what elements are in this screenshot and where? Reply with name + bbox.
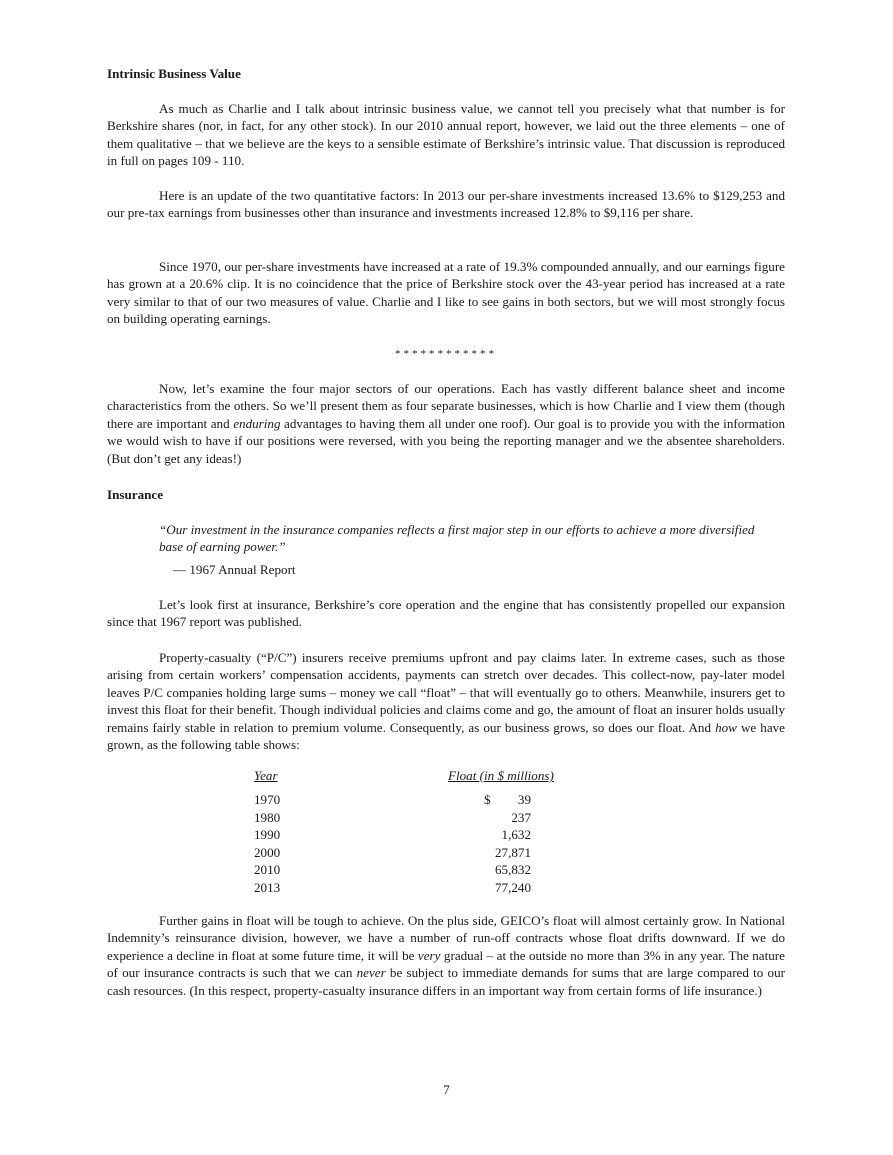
- intrinsic-value-heading: Intrinsic Business Value: [107, 66, 241, 81]
- paragraph-float-explanation: [107, 649, 785, 753]
- table-cell-year: 1980: [254, 809, 281, 825]
- page-number: 7: [443, 1082, 450, 1097]
- quote-attribution: — 1967 Annual Report: [173, 562, 296, 577]
- paragraph-intrinsic-3: Since 1970, our per-share investments have increased at a rate of 19.3% compounded annually, and our earnings figure has grown at a 20.6% clip. It is no coincidence that the price of Berkshire stock over the 43-year period has increased at a rate very similar to that of our two measures of value. Charlie and I like to see gains in both sectors, but we will most strongly focus on building operating earnings.: [107, 259, 785, 327]
- table-cell-year: 2013: [254, 879, 281, 895]
- table-row: [254, 879, 574, 897]
- paragraph-sectors: [107, 380, 785, 467]
- table-cell-float: 27,871: [494, 844, 531, 860]
- section-divider-stars: ************: [395, 348, 497, 360]
- table-row: [254, 844, 574, 862]
- table-cell-float: 77,240: [494, 879, 531, 895]
- insurance-heading: Insurance: [107, 487, 164, 502]
- outlook-text-c: be subject to immediate demands for sums that are large compared to our cash resources. (In this respect, property-casualty insurance differs in an important way from certain forms of life insurance.): [107, 965, 785, 998]
- sectors-text-emphasis: enduring: [233, 415, 281, 431]
- table-cell-year: 2000: [254, 844, 281, 860]
- paragraph-float-outlook: [107, 912, 785, 999]
- outlook-emphasis-never: never: [356, 965, 386, 981]
- insurance-quote: “Our investment in the insurance companies reflects a first major step in our efforts to achieve a more diversified base of earning power.”: [159, 522, 755, 555]
- table-cell-float: 39: [517, 792, 531, 807]
- table-row: [254, 809, 574, 827]
- table-cell-year: 2010: [254, 862, 281, 877]
- outlook-emphasis-very: very: [417, 947, 441, 963]
- sectors-text-a: Now, let’s examine the four major sectors of our operations. Each has vastly different balance sheet and income characteristics from the others. So we’ll present them as four separate businesses, which is how Charlie and I view them (though there are important and: [107, 381, 785, 431]
- float-text-emphasis: how: [715, 719, 737, 735]
- outlook-text-b: gradual – at the outside no more than 3% in any year. The nature of our insurance contracts is such that we can: [107, 947, 785, 981]
- table-row: [254, 826, 574, 844]
- paragraph-intrinsic-2: Here is an update of the two quantitative factors: In 2013 our per-share investments increased 13.6% to $129,253 and our pre-tax earnings from businesses other than insurance and investments increased 12.8% to $9,116 per share.: [107, 188, 785, 221]
- float-text-b: we have grown, as the following table shows:: [107, 719, 785, 753]
- float-table-float-header: Float (in $ millions): [448, 768, 554, 783]
- table-cell-year: 1970: [254, 792, 281, 807]
- table-row: [254, 791, 574, 809]
- table-cell-float: 1,632: [501, 827, 531, 842]
- table-row: [254, 861, 574, 879]
- table-cell-float: 65,832: [494, 862, 531, 877]
- table-cell-float: 237: [511, 809, 531, 825]
- float-table-year-header: Year: [254, 768, 278, 783]
- table-cell-currency: $: [484, 792, 491, 807]
- paragraph-insurance-1: Let’s look first at insurance, Berkshire’s core operation and the engine that has consistently propelled our expansion since that 1967 report was published.: [107, 597, 785, 630]
- paragraph-intrinsic-1: As much as Charlie and I talk about intrinsic business value, we cannot tell you precisely what that number is for Berkshire shares (nor, in fact, for any other stock). In our 2010 annual report, however, we laid out the three elements – one of them qualitative – that we believe are the keys to a sensible estimate of Berkshire’s intrinsic value. That discussion is reproduced in full on pages 109 - 110.: [107, 101, 785, 169]
- table-cell-year: 1990: [254, 827, 281, 842]
- outlook-text-a: Further gains in float will be tough to achieve. On the plus side, GEICO’s float will almost certainly grow. In National Indemnity’s reinsurance division, however, we have a number of run-off contracts whose float drifts downward. If we do experience a decline in float at some future time, it will be: [107, 913, 785, 963]
- sectors-text-b: advantages to having them all under one roof). Our goal is to provide you with the information we would wish to have if our positions were reversed, with you being the reporting manager and we the absentee shareholders. (But don’t get any ideas!): [107, 415, 785, 466]
- float-text-a: Property-casualty (“P/C”) insurers receive premiums upfront and pay claims later. In extreme cases, such as those arising from certain workers’ compensation accidents, payments can stretch over decades. This collect-now, pay-later model leaves P/C companies holding large sums – money we call “float” – that will eventually go to others. Meanwhile, insurers get to invest this float for their benefit. Though individual policies and claims come and go, the amount of float an insurer holds usually remains fairly stable in relation to premium volume. Consequently, as our business grows, so does our float. And: [107, 650, 785, 735]
